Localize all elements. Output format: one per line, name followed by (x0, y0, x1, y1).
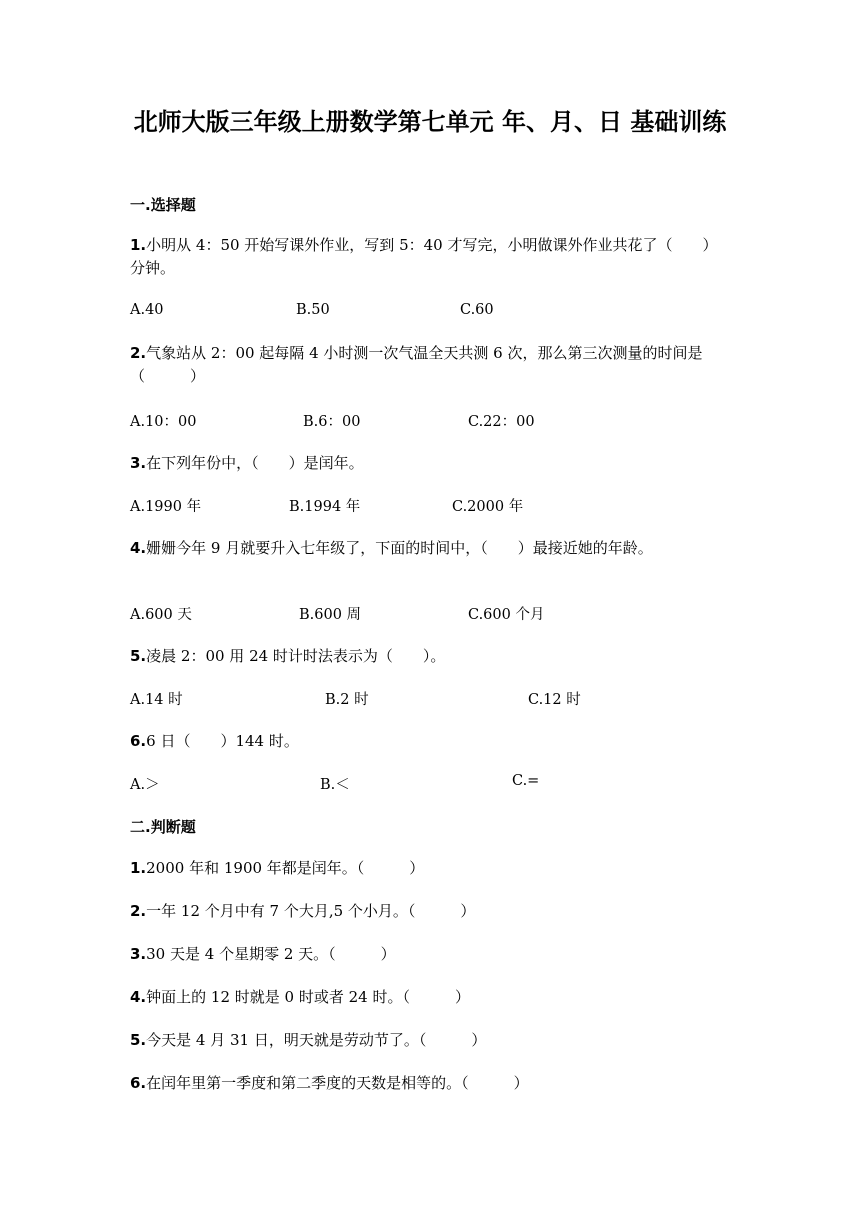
option-b: B.6：00 (303, 414, 361, 430)
question-text: 气象站从 2：00 起每隔 4 小时测一次气温全天共测 6 次，那么第三次测量的时间是（ ） (130, 344, 703, 385)
option-c: C.600 个月 (468, 607, 545, 623)
question-text: 一年 12 个月中有 7 个大月,5 个小月。（ ） (146, 902, 476, 920)
option-a: A.40 (130, 302, 164, 318)
option-a: A.600 天 (130, 607, 192, 623)
option-b: B.2 时 (325, 692, 369, 708)
question (130, 1072, 730, 1095)
section-heading: 一.选择题 (130, 196, 196, 214)
question-number: 2. (130, 902, 147, 920)
question (130, 1029, 730, 1052)
question-number: 6. (130, 1074, 147, 1092)
question (130, 857, 730, 880)
question-number: 5. (130, 647, 147, 665)
question (130, 986, 730, 1009)
question-number: 3. (130, 454, 147, 472)
question-text: 6 日（ ）144 时。 (146, 732, 299, 750)
question-number: 3. (130, 945, 147, 963)
question-text: 在下列年份中，（ ）是闰年。 (146, 454, 364, 472)
question-text: 在闰年里第一季度和第二季度的天数是相等的。（ ） (146, 1074, 529, 1092)
option-c: C.60 (460, 302, 494, 318)
question-text: 30 天是 4 个星期零 2 天。（ ） (146, 945, 396, 963)
question-number: 5. (130, 1031, 147, 1049)
question (130, 234, 730, 280)
question-number: 4. (130, 988, 147, 1006)
option-c: C.22：00 (468, 414, 535, 430)
section-heading: 二.判断题 (130, 818, 196, 836)
question (130, 943, 730, 966)
option-a: A.＞ (130, 777, 160, 793)
question (130, 452, 730, 475)
option-b: B.1994 年 (289, 499, 361, 515)
question (130, 342, 730, 388)
option-b: B.＜ (320, 777, 350, 793)
option-c: C.12 时 (528, 692, 581, 708)
question-number: 1. (130, 859, 147, 877)
question (130, 730, 730, 753)
option-c: C.= (512, 773, 540, 789)
question-text: 姗姗今年 9 月就要升入七年级了，下面的时间中，（ ）最接近她的年龄。 (146, 539, 653, 557)
question-text: 小明从 4：50 开始写课外作业，写到 5：40 才写完，小明做课外作业共花了（ ）分钟。 (130, 236, 718, 277)
question (130, 645, 730, 668)
option-b: B.50 (296, 302, 330, 318)
page-title: 北师大版三年级上册数学第七单元 年、月、日 基础训练 (133, 108, 727, 136)
question-text: 2000 年和 1900 年都是闰年。（ ） (146, 859, 425, 877)
question-number: 2. (130, 344, 147, 362)
option-a: A.10：00 (130, 414, 197, 430)
question (130, 900, 730, 923)
question-number: 6. (130, 732, 147, 750)
question (130, 537, 730, 560)
question-text: 凌晨 2：00 用 24 时计时法表示为（ ）。 (146, 647, 446, 665)
question-number: 4. (130, 539, 147, 557)
question-text: 今天是 4 月 31 日，明天就是劳动节了。（ ） (146, 1031, 487, 1049)
option-a: A.1990 年 (130, 499, 202, 515)
option-a: A.14 时 (130, 692, 183, 708)
option-c: C.2000 年 (452, 499, 524, 515)
question-number: 1. (130, 236, 147, 254)
question-text: 钟面上的 12 时就是 0 时或者 24 时。（ ） (146, 988, 470, 1006)
option-b: B.600 周 (299, 607, 362, 623)
